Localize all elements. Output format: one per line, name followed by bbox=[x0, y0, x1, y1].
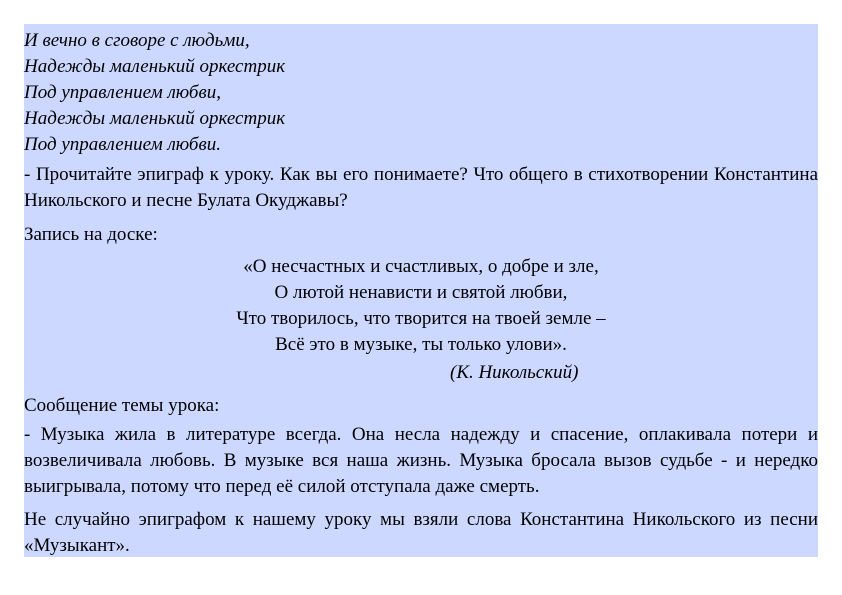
epigraph-line: Под управлением любви. bbox=[24, 134, 221, 155]
quote-attribution: (К. Никольский) bbox=[450, 362, 579, 383]
quote-line: Всё это в музыке, ты только улови». bbox=[275, 334, 567, 355]
epigraph-line: Под управлением любви, bbox=[24, 82, 221, 103]
board-quote bbox=[24, 254, 818, 358]
epigraph-paragraph: Не случайно эпиграфом к нашему уроку мы взяли слова Константина Никольского из песни «Музыкант». bbox=[24, 509, 818, 556]
quote-line: О лютой ненависти и святой любви, bbox=[274, 282, 568, 303]
quote-line: «О несчастных и счастливых, о добре и зле, bbox=[243, 256, 599, 277]
question-paragraph: - Прочитайте эпиграф к уроку. Как вы его понимаете? Что общего в стихотворении Константина Никольского и песне Булата Окуджавы? bbox=[24, 164, 818, 211]
board-label: Запись на доске: bbox=[24, 224, 158, 245]
epigraph bbox=[24, 28, 818, 158]
epigraph-line: И вечно в сговоре с людьми, bbox=[24, 30, 250, 51]
music-paragraph: - Музыка жила в литературе всегда. Она несла надежду и спасение, оплакивала потери и возвеличивала любовь. В музыке вся наша жизнь. Музыка бросала вызов судьбе - и нередко выигрывала, потому что перед её силой отступала даже смерть. bbox=[24, 424, 818, 497]
topic-label: Сообщение темы урока: bbox=[24, 395, 220, 416]
quote-line: Что творилось, что творится на твоей земле – bbox=[236, 308, 606, 329]
epigraph-line: Надежды маленький оркестрик bbox=[24, 56, 286, 77]
epigraph-line: Надежды маленький оркестрик bbox=[24, 108, 286, 129]
